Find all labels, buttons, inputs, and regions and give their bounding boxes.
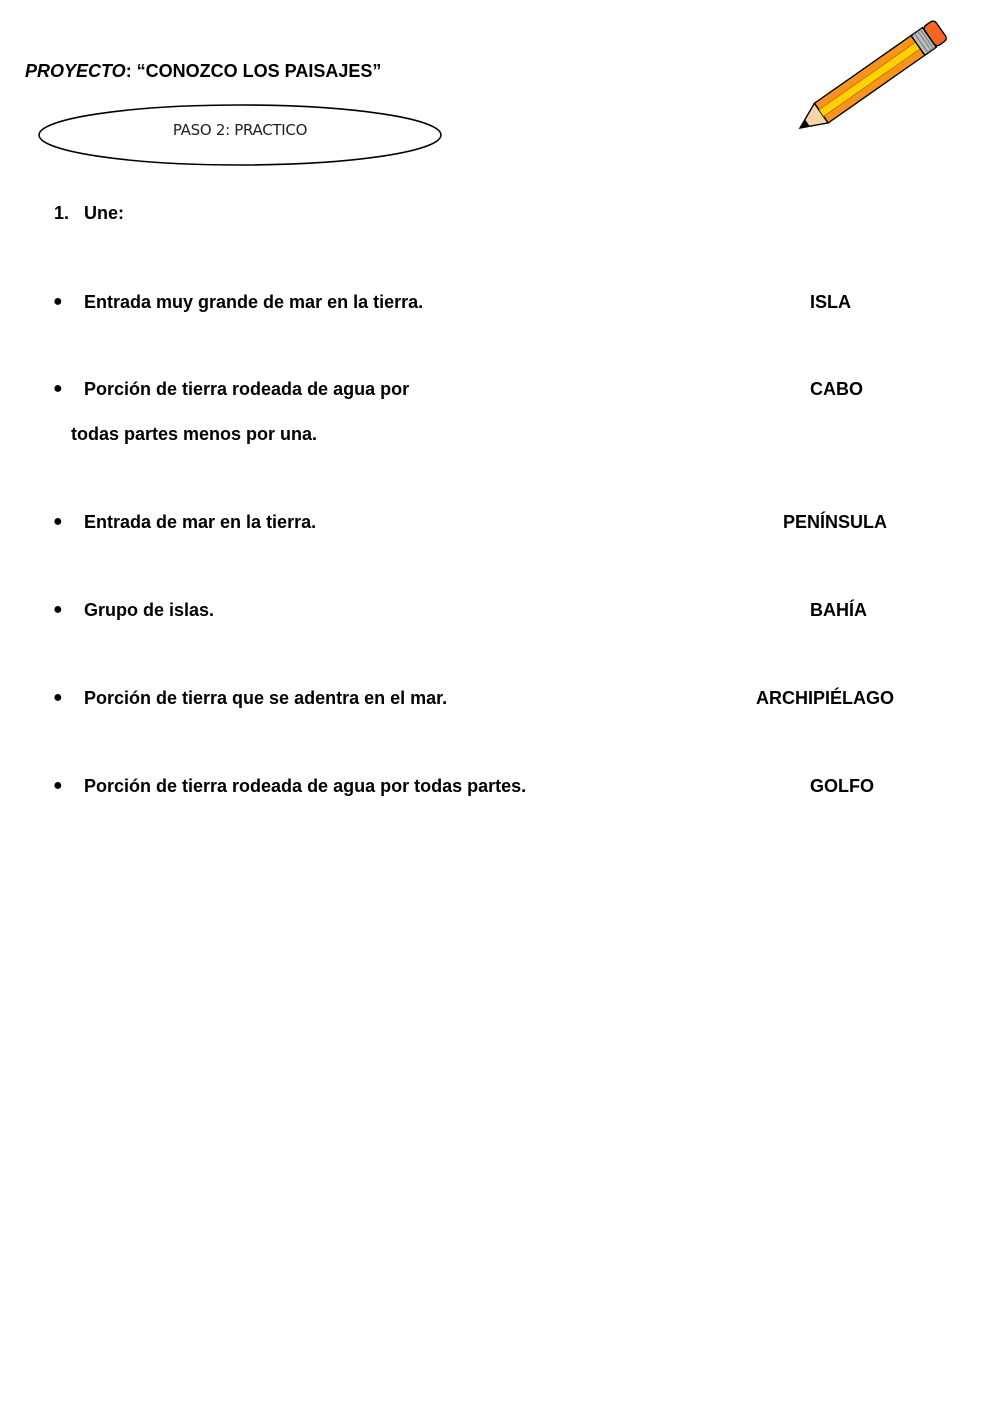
definition-5: Porción de tierra que se adentra en el mar. [84,688,448,708]
pencil-icon [770,20,955,155]
question-number: 1. [54,203,70,223]
definition-2: Porción de tierra rodeada de agua por [84,379,410,399]
bullet-icon: ● [53,293,63,310]
answer-5: ARCHIPIÉLAGO [756,688,895,708]
definition-1: Entrada muy grande de mar en la tierra. [84,292,424,312]
step-label: PASO 2: PRACTICO [172,121,308,139]
bullet-icon: ● [53,689,63,706]
definition-2-continued: todas partes menos por una. [71,424,318,444]
bullet-icon: ● [53,380,63,397]
definition-4: Grupo de islas. [84,600,215,620]
bullet-icon: ● [53,601,63,618]
bullet-icon: ● [53,513,63,530]
definition-3: Entrada de mar en la tierra. [84,512,317,532]
answer-2: CABO [810,379,863,399]
answer-3: PENÍNSULA [783,512,888,532]
answer-6: GOLFO [810,776,874,796]
answer-4: BAHÍA [810,600,867,620]
question-label: Une: [84,203,124,223]
definition-6: Porción de tierra rodeada de agua por todas partes. [84,776,527,796]
page-title [25,61,381,82]
title-project-name: : “CONOZCO LOS PAISAJES” [125,61,382,81]
answer-1: ISLA [810,292,852,312]
step-badge [37,103,443,169]
bullet-icon: ● [53,777,63,794]
title-project-label: PROYECTO [25,61,126,81]
